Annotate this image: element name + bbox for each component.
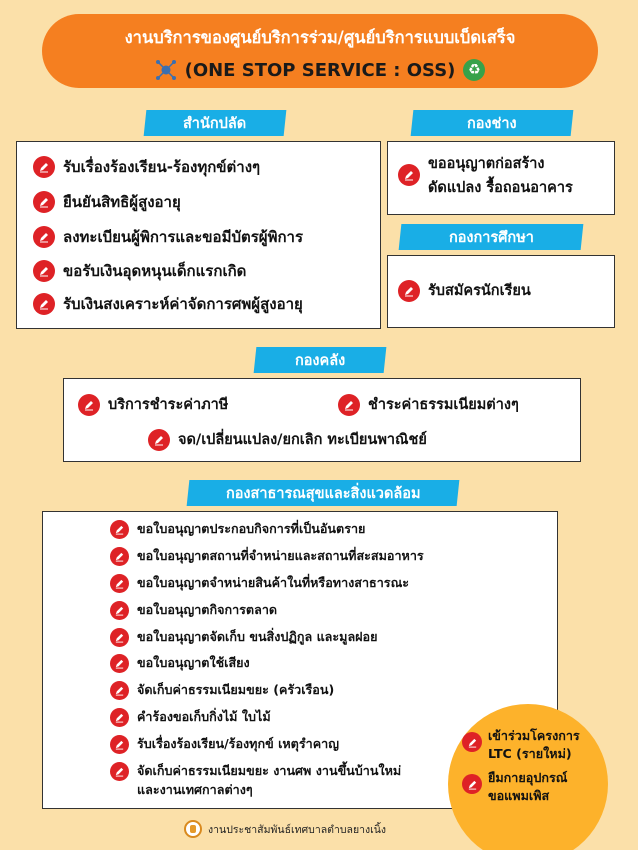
section-title-health: กองสาธารณสุขและสิ่งแวดล้อม [187,480,460,506]
edit-icon [33,226,55,248]
network-hub-icon [155,59,177,81]
list-item: ขอใบอนุญาตใช้เสียง [110,653,250,673]
list-item: รับเรื่องร้องเรียน/ร้องทุกข์ เหตุรำคาญ [110,734,339,754]
list-item: ขออนุญาตก่อสร้าง [428,156,545,172]
page-subtitle: (ONE STOP SERVICE : OSS) [184,59,456,81]
edit-icon [398,280,420,302]
list-item: ขอรับเงินอุดหนุนเด็กแรกเกิด [33,259,246,283]
edit-icon [148,429,170,451]
list-item: ขอใบอนุญาตประกอบกิจการที่เป็นอันตราย [110,519,365,539]
section-title-education: กองการศึกษา [399,224,584,250]
list-item: คำร้องขอเก็บกิ่งไม้ ใบไม้ [110,707,271,727]
list-item-continuation: และงานเทศกาลต่างๆ [137,782,253,797]
page-title: งานบริการของศูนย์บริการร่วม/ศูนย์บริการแบบเบ็ดเสร็จ [124,28,516,47]
circle-item: ยืมกายอุปกรณ์ [488,770,568,785]
list-item: ลงทะเบียนผู้พิการและขอมีบัตรผู้พิการ [33,225,303,249]
edit-icon [33,191,55,213]
edit-icon [110,708,129,727]
list-item: ชำระค่าธรรมเนียมต่างๆ [338,393,519,416]
footer-text: งานประชาสัมพันธ์เทศบาลตำบลยางเนิ้ง [208,823,387,836]
edit-icon [338,394,360,416]
list-item: รับเรื่องร้องเรียน-ร้องทุกข์ต่างๆ [33,155,260,179]
section-title-finance: กองคลัง [254,347,387,373]
edit-icon [78,394,100,416]
list-item: ขอใบอนุญาตจัดเก็บ ขนสิ่งปฏิกูล และมูลฝอย [110,627,378,647]
list-item: ยืนยันสิทธิผู้สูงอายุ [33,190,181,214]
list-item: จัดเก็บค่าธรรมเนียมขยะ (ครัวเรือน) [110,680,334,700]
header-banner [42,14,598,88]
edit-icon [110,547,129,566]
edit-icon [110,601,129,620]
ltc-circle [448,704,608,850]
edit-icon [462,774,482,794]
municipal-seal-icon [184,820,202,838]
recycle-icon: ♻ [463,59,485,81]
footer [184,820,386,838]
list-item: ขอใบอนุญาตกิจการตลาด [110,600,277,620]
edit-icon [110,628,129,647]
list-item: ขอใบอนุญาตจำหน่ายสินค้าในที่หรือทางสาธารณะ [110,573,409,593]
edit-icon [398,164,420,186]
palad-box [16,141,381,329]
edit-icon [110,574,129,593]
circle-item: เข้าร่วมโครงการ [488,728,580,743]
education-box [387,255,615,328]
list-item: จด/เปลี่ยนแปลง/ยกเลิก ทะเบียนพาณิชย์ [148,428,427,451]
list-item: ดัดแปลง รื้อถอนอาคาร [428,180,573,196]
edit-icon [33,260,55,282]
edit-icon [462,732,482,752]
edit-icon [110,654,129,673]
edit-icon [110,735,129,754]
list-item: รับเงินสงเคราะห์ค่าจัดการศพผู้สูงอายุ [33,292,303,316]
edit-icon [110,520,129,539]
section-title-engineering: กองช่าง [411,110,574,136]
list-item: ขอใบอนุญาตสถานที่จำหน่ายและสถานที่สะสมอาหาร [110,546,424,566]
section-title-palad: สำนักปลัด [144,110,287,136]
engineering-box [387,141,615,215]
edit-icon [110,681,129,700]
circle-item: ขอแพมเพิส [488,788,550,803]
edit-icon [33,156,55,178]
circle-item: LTC (รายใหม่) [488,746,572,761]
edit-icon [33,293,55,315]
finance-box [63,378,581,462]
edit-icon [110,762,129,781]
list-item: บริการชำระค่าภาษี [78,393,228,416]
list-item: รับสมัครนักเรียน [398,279,531,302]
list-item: จัดเก็บค่าธรรมเนียมขยะ งานศพ งานขึ้นบ้านใหม่ [110,761,401,781]
